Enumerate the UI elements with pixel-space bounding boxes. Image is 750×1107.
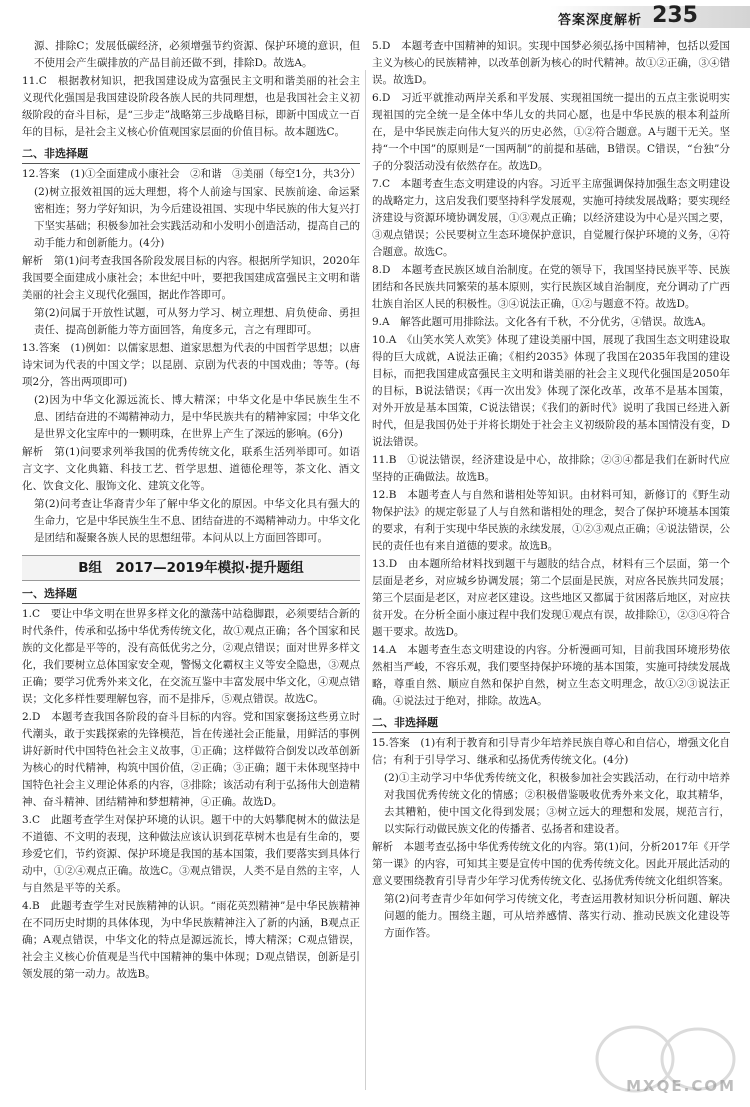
answer-paragraph: 4.B 此题考查学生对民族精神的认识。“雨花英烈精神”是中华民族精神在不同历史时期的具体体现，为中华民族精神注入了新的内涵，B观点正确；A观点错误，中华文化的特点是源远流长，博大精深；C观点错误，社会主义核心价值观是当代中国精神的集中体现；D观点错误，创新是引领发展的第一动力。故选B。 <box>22 900 360 980</box>
answer-paragraph: 1.C 要让中华文明在世界多样文化的激荡中站稳脚跟，必须要结合新的时代条件，传承和弘扬中华优秀传统文化，故①观点正确；各个国家和民族的文化都是平等的，没有高低优劣之分，②观点错误；面对世界多样文化，我们要树立总体国家安全观，警惕文化霸权主义等安全隐患，③观点正确；要学习优秀外来文化，在交流互鉴中丰富发展中华文化，④观点错误；文化多样性要理解包容，而不是排斥，⑤观点错误。故选C。 <box>22 608 360 705</box>
answer-paragraph: 8.D 本题考查民族区域自治制度。在党的领导下，我国坚持民族平等、民族团结和各民族共同繁荣的基本原则，实行民族区域自治制度，充分调动了广西壮族自治区人民的积极性。③④说法正确，①②与题意不符。故选D。 <box>372 264 730 310</box>
section-title: 二、非选择题 <box>22 145 360 164</box>
answer-paragraph: 15.答案 (1)有利于教育和引导青少年培养民族自尊心和自信心，增强文化自信；有利于引导学习、继承和弘扬优秀传统文化。(4分) <box>372 737 730 766</box>
section-title: 二、非选择题 <box>372 714 730 733</box>
answer-paragraph: 11.C 根据教材知识，把我国建设成为富强民主文明和谐美丽的社会主义现代化强国是我国建设阶段各族人民的共同理想，也是我国社会主义初级阶段的奋斗目标，是“三步走”战略第三步战略目标，即新中国成立一百年的目标，是社会主义核心价值观国家层面的价值目标。故本题选C。 <box>22 75 360 138</box>
answer-paragraph: 解析 第(1)问要求列举我国的优秀传统文化，联系生活列举即可。如语言文字、文化典籍、科技工艺、哲学思想、道德伦理等，茶文化、酒文化、饮食文化、服饰文化、建筑文化等。 <box>22 446 360 492</box>
group-title: B组 2017—2019年模拟·提升题组 <box>22 555 360 581</box>
answer-paragraph: 12.B 本题考查人与自然和谐相处等知识。由材料可知，新修订的《野生动物保护法》的规定彰显了人与自然和谐相处的理念，契合了保护环境基本国策的要求，有利于实现中华民族的永续发展，①②③观点正确；④说法错误，公民的责任也有来自道德的要求。故选B。 <box>372 489 730 552</box>
answer-paragraph: 13.答案 (1)例如：以儒家思想、道家思想为代表的中国哲学思想；以唐诗宋词为代表的中国文学；以昆剧、京剧为代表的中国戏曲；等等。(每项2分，答出两项即可) <box>22 342 360 388</box>
header-label: 答案深度解析 <box>557 13 642 28</box>
answer-paragraph: 第(2)问考查让华裔青少年了解中华文化的原因。中华文化具有强大的生命力，它是中华民族生生不息、团结奋进的不竭精神动力。中华文化是团结和凝聚各族人民的思想纽带。本问从以上方面回答即可。 <box>34 498 360 544</box>
answer-paragraph: 10.A 《山笑水笑人欢笑》体现了建设美丽中国，展现了我国生态文明建设取得的巨大成就，A说法正确；《相约2035》体现了我国在2035年我国的建设目标，而把我国建成富强民主文明和谐美丽的社会主义现代化强国是2050年的目标，B说法错误；《再一次出发》体现了深化改革，改革不是基本国策，对外开放是基本国策，C说法错误；《我们的新时代》说明了我国已经进入新时代，但是我国仍处于并将长期处于社会主义初级阶段的基本国情没有变，D说法错误。 <box>372 334 730 448</box>
answer-paragraph: (2)树立报效祖国的远大理想，将个人前途与国家、民族前途、命运紧密相连；努力学好知识，为今后建设祖国、实现中华民族的伟大复兴打下坚实基础；积极参加社会实践活动和小发明小创造活动，提高自己的动手能力和创新能力。(4分) <box>34 186 360 249</box>
answer-paragraph: 源、排除C；发展低碳经济，必须增强节约资源、保护环境的意识，但不使用会产生碳排放的产品目前还做不到，排除D。故选A。 <box>34 40 360 69</box>
answer-paragraph: 14.A 本题考查生态文明建设的内容。分析漫画可知，目前我国环境形势依然相当严峻，不容乐观，我们要坚持保护环境的基本国策，实施可持续发展战略，尊重自然、顺应自然和保护自然，树立生态文明理念，故①②③说法正确。④说法过于绝对，排除。故选A。 <box>372 644 730 707</box>
left-column <box>22 38 360 984</box>
answer-paragraph: 7.C 本题考查生态文明建设的内容。习近平主席强调保持加强生态文明建设的战略定力，这启发我们要坚持科学发展观，实施可持续发展战略；要实现经济建设与资源环境协调发展，①③观点正确；以经济建设为中心是兴国之要，③观点错误；公民要树立生态环境保护意识，自觉履行保护环境的义务，④符合题意。故选C。 <box>372 178 730 258</box>
watermark-text: MXQE.COM <box>626 1077 736 1095</box>
section-title: 一、选择题 <box>22 585 360 604</box>
answer-paragraph: 13.D 由本题所给材料找到题干与题肢的结合点，材料有三个层面，第一个层面是老乡，对应城乡协调发展；第二个层面是民族，对应各民族共同发展；第三个层面是老区，对应老区建设。这些地区又都属于贫困落后地区，对应扶贫开发。在分析全面小康过程中我们发现①观点有误，故排除①，②③④符合题干要求。故选D。 <box>372 558 730 638</box>
answer-paragraph: 3.C 此题考查学生对保护环境的认识。题干中的大妈攀爬树木的做法是不道德、不文明的表现，这种做法应该认识到花草树木也是有生命的，要珍爱它们，节约资源、保护环境是我国的基本国策，我们要落实到具体行动中，①②④观点正确。故选C。③观点错误，人类不是自然的主宰，人与自然是平等的关系。 <box>22 814 360 894</box>
answer-paragraph: 解析 第(1)问考查我国各阶段发展目标的内容。根据所学知识，2020年我国要全面建成小康社会；本世纪中叶，要把我国建成富强民主文明和谐美丽的社会主义现代化强国，据此作答即可。 <box>22 255 360 301</box>
column-divider <box>365 70 366 1090</box>
answer-paragraph: 解析 本题考查弘扬中华优秀传统文化的内容。第(1)问，分析2017年《开学第一课》的内容，可知其主要是宣传中国的优秀传统文化。因此开展此活动的意义要围绕教育引导青少年学习优秀传统文化、弘扬优秀传统文化组织答案。 <box>372 841 730 887</box>
answer-paragraph: 2.D 本题考查我国各阶段的奋斗目标的内容。党和国家褒扬这些勇立时代潮头，敢于实践探索的先锋模范，旨在传递社会正能量，用鲜活的事例讲好新时代中国特色社会主义故事，①正确；这样做符合倒发以改革创新为核心的时代精神，构筑中国价值，②正确；③正确；题干未体现坚持中国特色社会主义理论体系的内容，③排除；该活动有利于弘扬伟大创造精神、奋斗精神、团结精神和梦想精神，④正确。故选D。 <box>22 711 360 808</box>
right-column <box>372 38 730 943</box>
answer-paragraph: 第(2)问考查青少年如何学习传统文化，考查运用教材知识分析问题、解决问题的能力。围绕主题，可从培养感情、落实行动、推动民族文化建设等方面作答。 <box>384 893 730 939</box>
answer-paragraph: 6.D 习近平就推动两岸关系和平发展、实现祖国统一提出的五点主张说明实现祖国的完全统一是全体中华儿女的共同心愿，也是中华民族的根本利益所在，是中华民族走向伟大复兴的历史必然，①②符合题意。A与题干无关。坚持“一个中国”的原则是“一国两制”的前提和基础，B错误。C错误，“台独”分子的分裂活动没有依然存在。故选D。 <box>372 92 730 172</box>
answer-paragraph: (2)①主动学习中华优秀传统文化，积极参加社会实践活动，在行动中培养对我国优秀传统文化的情感；②积极借鉴吸收优秀外来文化，取其精华，去其糟粕，使中国文化得到发展；③树立远大的理想和发展，规范言行，以实际行动做民族文化的传播者、弘扬者和建设者。 <box>384 772 730 835</box>
answer-paragraph: 12.答案 (1)①全面建成小康社会 ②和谐 ③美丽（每空1分，共3分） <box>22 168 361 180</box>
answer-paragraph: 11.B ①说法错误，经济建设是中心，故排除；②③④都是我们在新时代应坚持的正确做法。故选B。 <box>372 454 730 483</box>
page-number: 235 <box>652 3 698 28</box>
page-header <box>0 0 750 36</box>
answer-paragraph: 第(2)问属于开放性试题，可从努力学习、树立理想、肩负使命、勇担责任、提高创新能力等方面回答，角度多元，言之有理即可。 <box>34 307 360 336</box>
answer-paragraph: 9.A 解答此题可用排除法。文化各有千秋，不分优劣，④错误。故选A。 <box>372 316 713 328</box>
answer-paragraph: 5.D 本题考查中国精神的知识。实现中国梦必须弘扬中国精神，包括以爱国主义为核心的民族精神，以改革创新为核心的时代精神。故①②正确，③④错误。故选D。 <box>372 40 730 86</box>
answer-paragraph: (2)因为中华文化源远流长、博大精深；中华文化是中华民族生生不息、团结奋进的不竭精神动力，是中华民族共有的精神家园；中华文化是世界文化宝库中的一颗明珠，在世界上产生了深远的影响。(6分) <box>34 394 360 440</box>
